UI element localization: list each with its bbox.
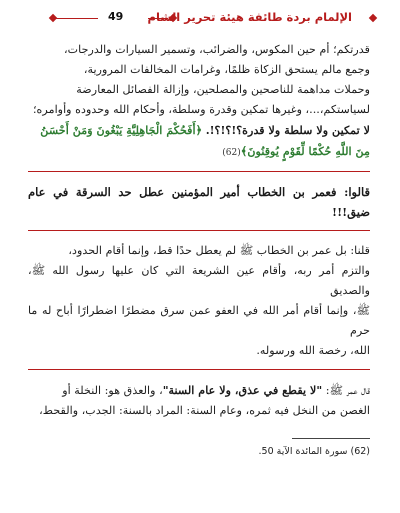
page-body <box>28 40 370 421</box>
bold-statement: لا تمكين ولا سلطة ولا قدرة؟!؟!؟!. <box>205 123 370 137</box>
running-header <box>20 8 380 30</box>
paragraph-line: وحملات مداهمة للناصحين والمصلحين، وإزالة الفصائل المعارضة <box>76 83 370 96</box>
quran-verse: مِنَ اللَّهِ حُكْمًا لِّقَوْمٍ يُوقِنُونَ﴾ <box>240 144 370 158</box>
section-divider <box>28 230 370 231</box>
paragraph-line-mixed <box>28 120 370 141</box>
paragraph-line: لسياستكم،...، وغيرها تمكين وقدرة وسلطة، وأحكام الله وحدوده وأوامره؛ <box>32 103 370 116</box>
paragraph-line: الله، رخصة الله ورسوله. <box>256 344 370 357</box>
quran-verse: ﴿أَفَحُكْمَ الْجَاهِلِيَّةِ يَبْغُونَ وَمَنْ أَحْسَنُ <box>40 123 203 137</box>
paragraph-line: وجمع مالم يستحق الزكاة ظلمًا، وغرامات المخالفات المرورية، <box>83 63 370 76</box>
question-heading: قالوا: فعمر بن الخطاب أمير المؤمنين عطل حد السرقة في عام ضيق!!! <box>28 185 370 219</box>
paragraph-line: والتزم أمر ربه، وأقام عين الشريعة التي كان عليها رسول الله ﷺ، والصديق <box>28 264 370 297</box>
header-rule-left <box>56 18 98 19</box>
paragraph-line-mixed <box>28 380 370 401</box>
paragraph-line: الغصن من النخل فيه ثمره، وعام السنة: المراد بالسنة: الجدب، والقحط، <box>39 404 370 417</box>
paragraph-line: ﷺ، وإنما أقام أمر الله في العفو عمن سرق مضطرًا اضطرارًا أباح له ما حرم <box>28 304 370 337</box>
quote-continuation: ، والعذق هو: النخلة أو <box>62 384 163 397</box>
paragraph-line: قدرتكم؛ أم حين المكوس، والضرائب، وتسمير السيارات والدرجات، <box>64 43 370 56</box>
header-ornament-right <box>369 14 377 22</box>
page-number: 49 <box>108 10 124 23</box>
footnote-rule <box>292 438 370 439</box>
paragraph-line-mixed <box>28 141 370 163</box>
paragraph-line: قلنا: بل عمر بن الخطاب ﷺ لم يعطل حدًا قط، وإنما أقام الحدود، <box>68 244 370 257</box>
footnote: (62) سورة المائدة الآية 50. <box>258 446 370 457</box>
quote-intro: قال عمر ﷺ: <box>325 384 370 397</box>
section-divider <box>28 171 370 172</box>
section-divider <box>28 369 370 370</box>
header-title: الإلمام بردة طائفة هيئة تحرير الشام <box>147 10 352 24</box>
bold-quote: "لا يقطع في عذق، ولا عام السنة" <box>162 383 323 397</box>
footnote-reference: (62) <box>222 148 241 158</box>
